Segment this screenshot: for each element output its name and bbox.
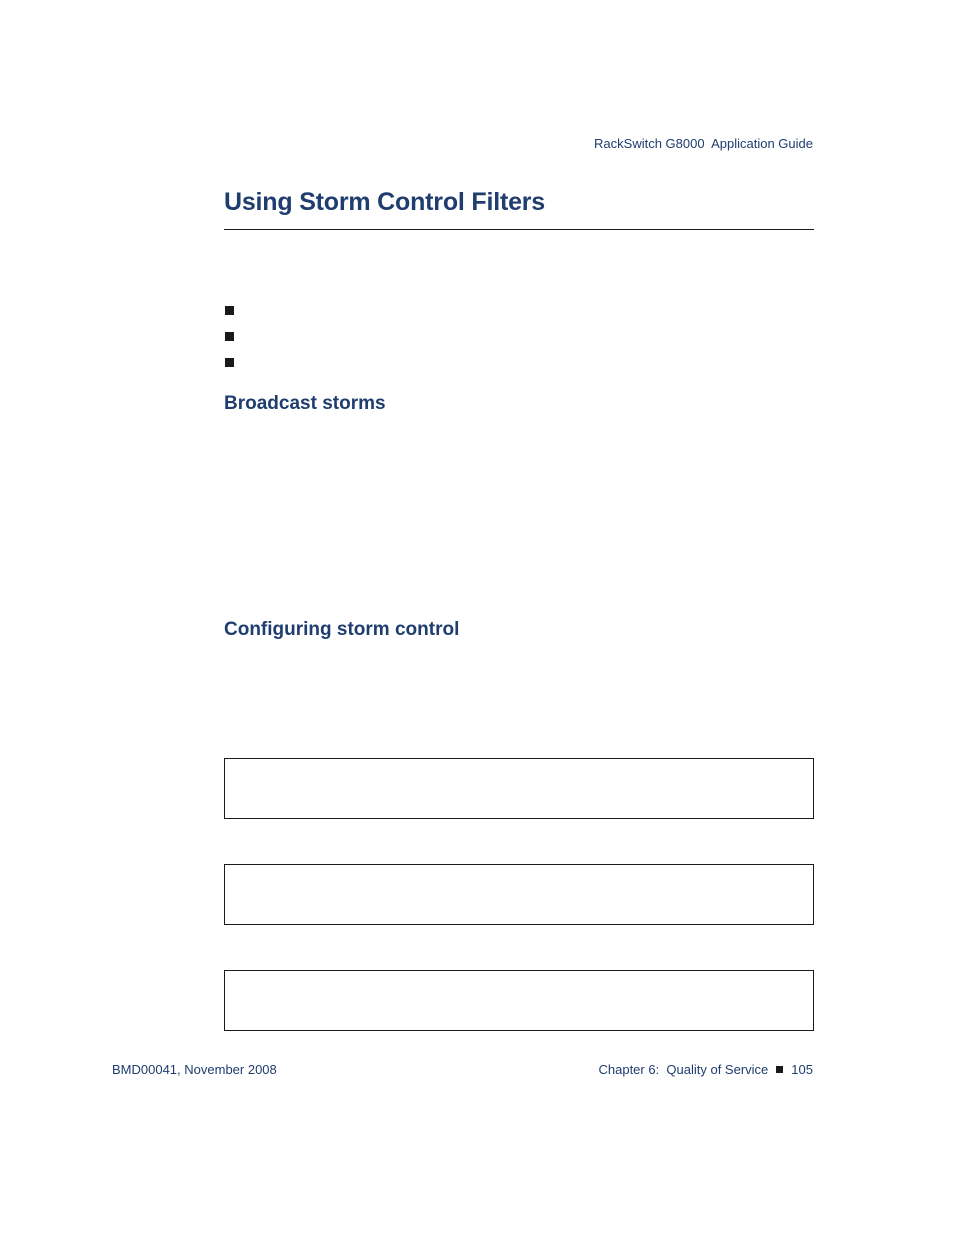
- page-title: Using Storm Control Filters: [224, 188, 546, 216]
- section-heading-broadcast-storms: Broadcast storms: [224, 393, 386, 414]
- bullet-marker-3: [225, 358, 234, 367]
- bullet-marker-2: [225, 332, 234, 341]
- footer-separator-icon: [776, 1066, 783, 1073]
- footer-chapter-label: Chapter 6: Quality of Service: [598, 1062, 769, 1077]
- title-divider: [224, 229, 814, 230]
- command-box-2: [224, 864, 814, 925]
- running-header: RackSwitch G8000 Application Guide: [594, 136, 813, 151]
- footer-document-id: BMD00041, November 2008: [112, 1062, 277, 1077]
- bullet-marker-1: [225, 306, 234, 315]
- command-box-3: [224, 970, 814, 1031]
- footer-page-number: 105: [791, 1062, 813, 1077]
- footer-page-info: [598, 1062, 813, 1077]
- command-box-1: [224, 758, 814, 819]
- section-heading-configuring-storm-control: Configuring storm control: [224, 619, 460, 640]
